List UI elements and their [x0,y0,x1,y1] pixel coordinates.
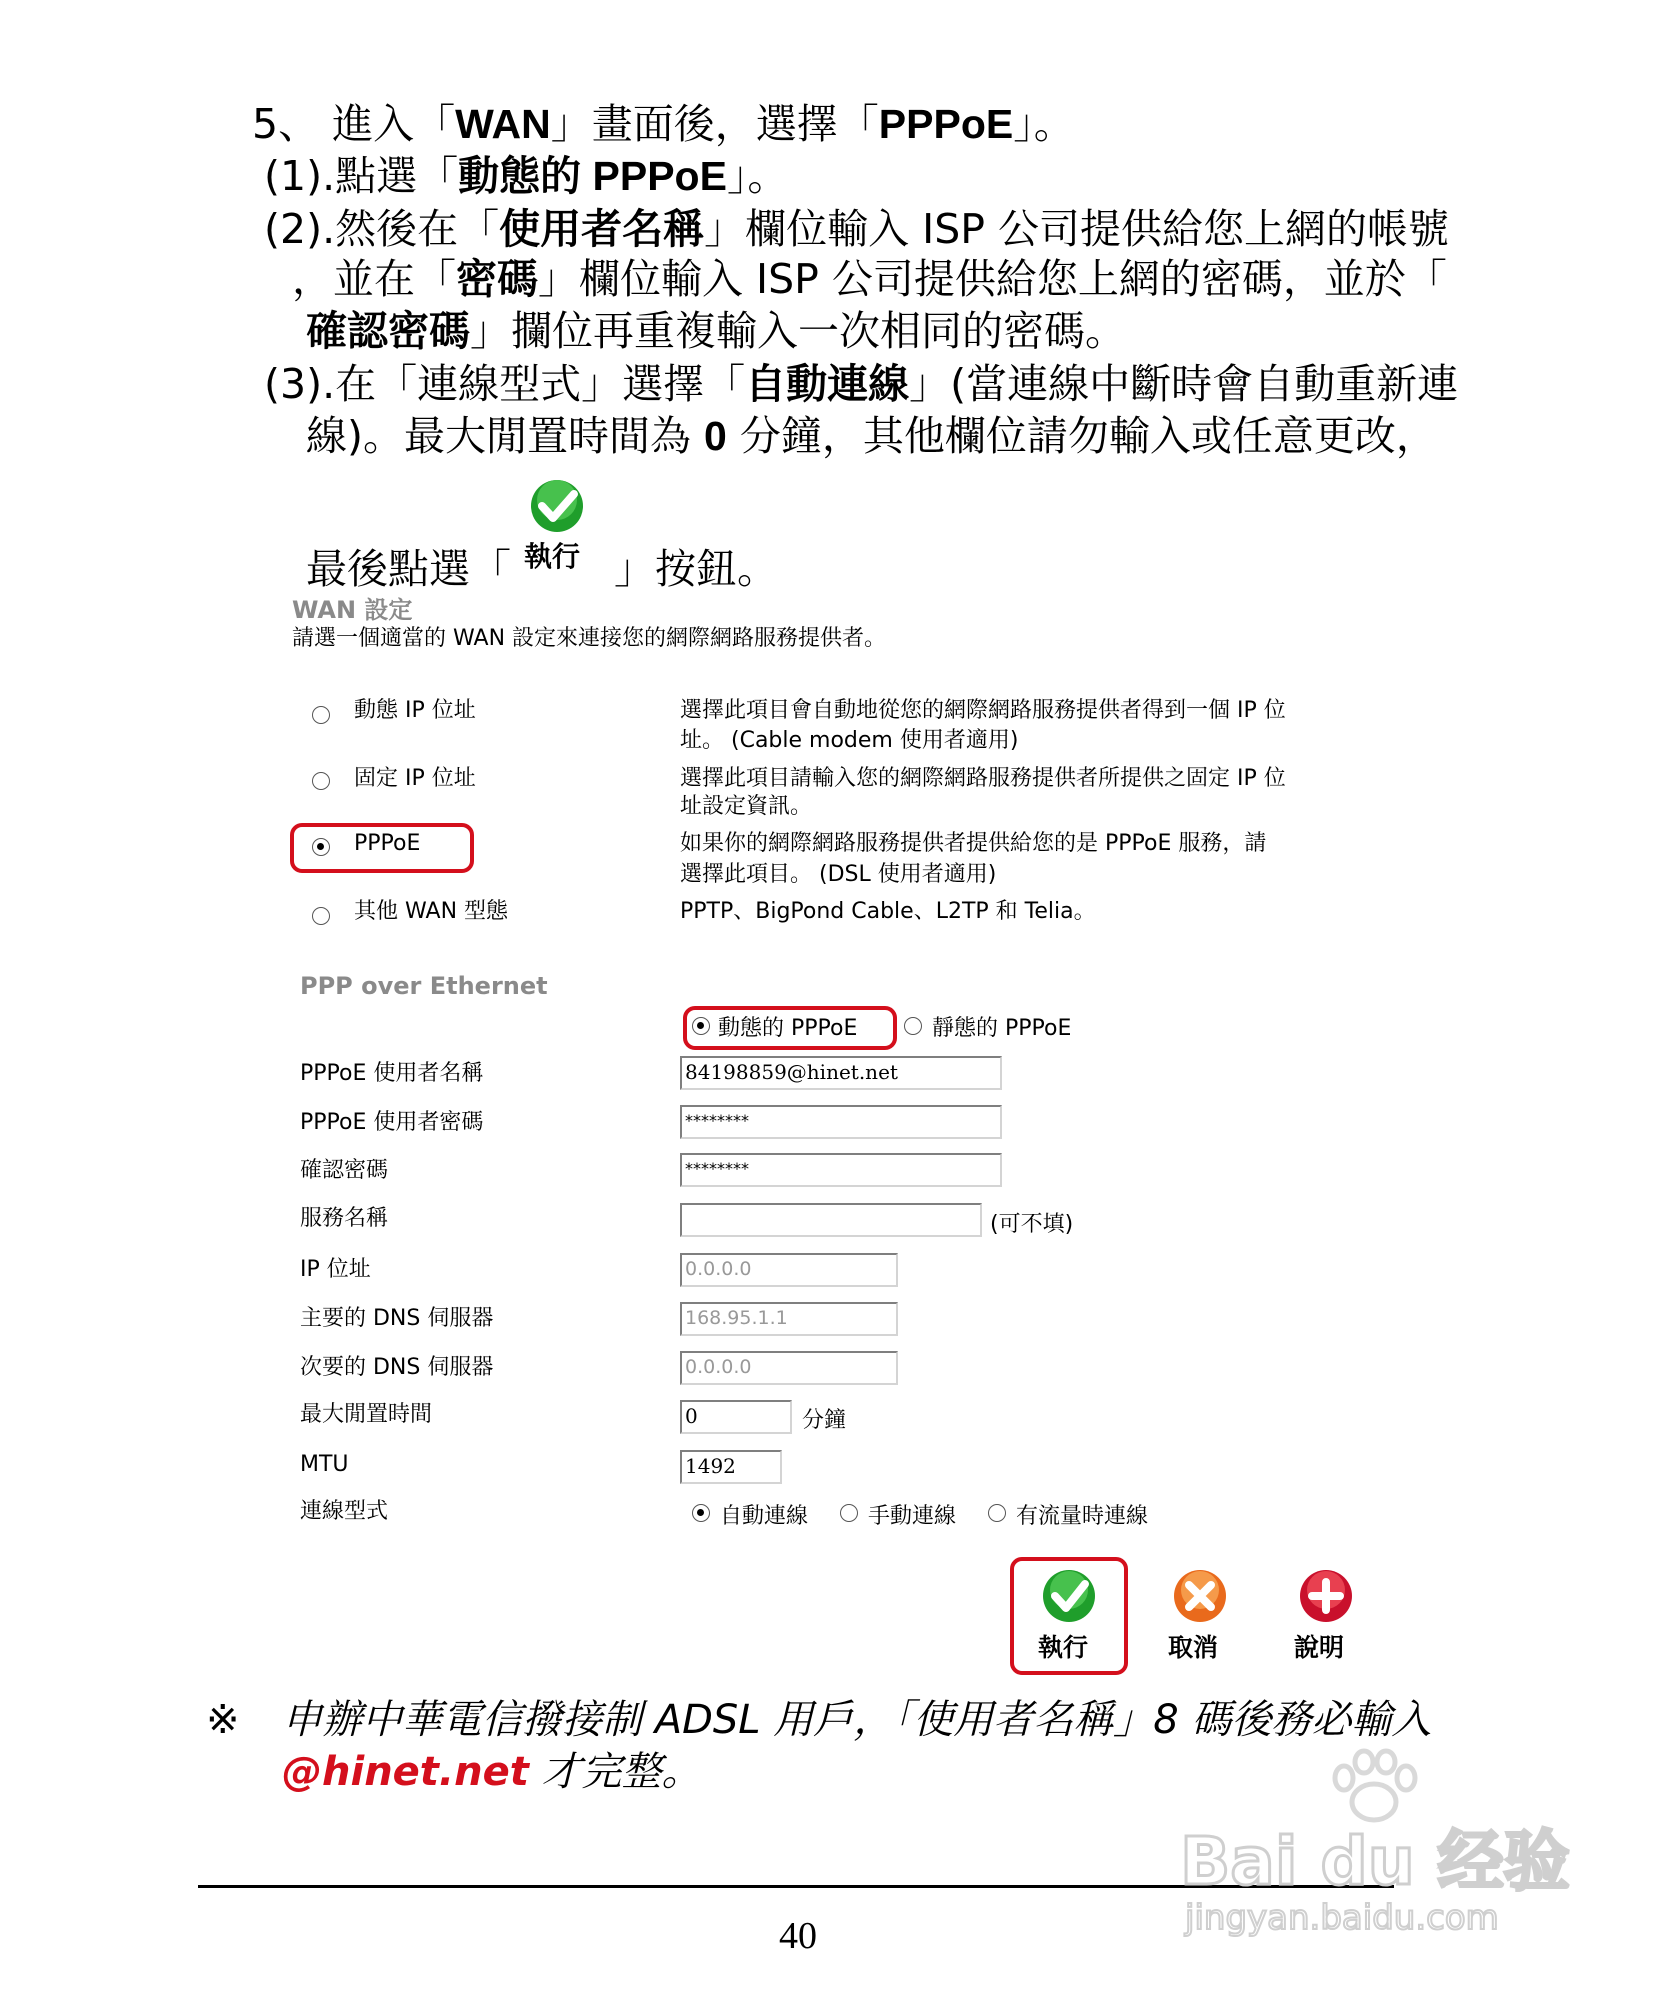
text: 5、 進入「 [252,100,456,148]
primary-dns-input[interactable]: 168.95.1.1 [680,1302,898,1336]
wan-subtitle: 請選一個適當的 WAN 設定來連接您的網際網路服務提供者。 [292,626,887,651]
conn-option-label: 自動連線 [720,1504,809,1529]
wan-radio-dynamic-ip[interactable] [312,706,330,724]
ppp-title: PPP over Ethernet [300,972,548,1000]
apply-check-icon [522,478,592,534]
label-service: 服務名稱 [300,1206,389,1231]
password-input[interactable]: ******** [680,1105,1002,1139]
step-2-line-2 [292,255,1447,303]
cancel-label: 取消 [1168,1633,1219,1662]
check-icon [1037,1568,1101,1624]
label-dns1: 主要的 DNS 伺服器 [300,1306,494,1331]
bold-text: 密碼 [456,256,538,302]
ip-input[interactable]: 0.0.0.0 [680,1253,898,1287]
text: 才完整。 [528,1749,702,1795]
label-idle: 最大閒置時間 [300,1402,433,1427]
note-line-2 [282,1746,702,1798]
secondary-dns-input[interactable]: 0.0.0.0 [680,1351,898,1385]
idle-time-input[interactable]: 0 [680,1400,792,1434]
cancel-button[interactable] [1150,1562,1250,1670]
service-name-input[interactable] [680,1203,982,1237]
text: 」。 [1013,100,1075,148]
text: (3).在「連線型式」選擇「 [264,360,746,408]
wan-title: WAN 設定 [292,596,413,624]
username-input[interactable]: 84198859@hinet.net [680,1056,1002,1090]
bold-text: 使用者名稱 [499,206,705,252]
service-hint: (可不填) [990,1212,1074,1237]
radio-dynamic-pppoe[interactable] [692,1017,710,1035]
label-ip: IP 位址 [300,1257,371,1282]
wan-option-desc: 如果你的網際網路服務提供者提供給您的是 PPPoE 服務，請 [680,831,1267,856]
wan-option-desc: 選擇此項目。 (DSL 使用者適用) [680,862,997,887]
text: 」畫面後，選擇「 [550,100,879,148]
idle-unit: 分鐘 [802,1408,847,1433]
wan-option-desc: 選擇此項目請輸入您的網際網路服務提供者所提供之固定 IP 位 [680,766,1286,791]
wan-option-label: 固定 IP 位址 [354,766,476,791]
text: 線)。最大閒置時間為 [306,412,705,460]
dynamic-pppoe-label: 動態的 PPPoE [718,1016,858,1041]
step-2-line-1 [264,205,1449,253]
label-mtu: MTU [300,1452,349,1477]
wan-option-label: 其他 WAN 型態 [354,899,509,924]
wan-option-label: 動態 IP 位址 [354,698,476,723]
conn-option-label: 有流量時連線 [1016,1504,1149,1529]
note-highlight: @hinet.net [282,1749,529,1795]
radio-auto-connect[interactable] [692,1504,710,1522]
help-plus-icon [1294,1568,1358,1624]
step-3-line-1 [264,360,1458,408]
step-3-line-3-suffix: 」按鈕。 [614,545,778,593]
wan-option-desc: PPTP、BigPond Cable、L2TP 和 Telia。 [680,899,1096,924]
radio-traffic-connect[interactable] [988,1504,1006,1522]
apply-button[interactable] [1016,1562,1122,1670]
label-dns2: 次要的 DNS 伺服器 [300,1355,494,1380]
bold-text: 自動連線 [745,361,910,407]
bold-text: 0 [704,413,727,459]
bold-wan: WAN [455,101,551,147]
step-2-line-3 [306,307,1126,355]
watermark-url: jingyan.baidu.com [1185,1898,1499,1938]
mtu-input[interactable]: 1492 [680,1450,782,1484]
bold-pppoe: PPPoE [878,101,1014,147]
bold-text: 確認密碼 [306,308,470,354]
page-number: 40 [779,1915,817,1957]
label-confirm: 確認密碼 [300,1158,389,1183]
wan-radio-other[interactable] [312,907,330,925]
apply-icon-label: 執行 [524,540,581,573]
wan-option-desc: 選擇此項目會自動地從您的網際網路服務提供者得到一個 IP 位 [680,698,1286,723]
text: (1).點選「 [264,152,459,200]
help-label: 說明 [1294,1633,1345,1662]
label-password: PPPoE 使用者密碼 [300,1110,484,1135]
note-mark: ※ [206,1697,240,1743]
note-line-1: 申辦中華電信撥接制 ADSL 用戶，「使用者名稱」8 碼後務必輸入 [282,1697,1432,1743]
text: (2).然後在「 [264,205,500,253]
wan-option-desc: 址設定資訊。 [680,794,813,819]
cancel-x-icon [1168,1568,1232,1624]
step-5-line [252,100,1075,148]
text: 」欄位輸入 ISP 公司提供給您上網的密碼，並於「 [538,255,1447,303]
text: 分鐘，其他欄位請勿輸入或任意更改， [726,412,1437,460]
step-3-line-2 [306,412,1437,460]
watermark-brand: Bai du 经验 [1180,1823,1570,1900]
wan-option-desc: 址。 (Cable modem 使用者適用) [680,728,1019,753]
wan-radio-static-ip[interactable] [312,772,330,790]
help-button[interactable] [1276,1562,1376,1670]
conn-option-label: 手動連線 [868,1504,957,1529]
step-1-line [264,152,788,200]
step-3-line-3-prefix: 最後點選「 [306,545,511,593]
text: 」攔位再重複輸入一次相同的密碼。 [470,307,1126,355]
bold-text: 動態的 PPPoE [458,153,727,199]
wan-option-label: PPPoE [354,831,421,856]
confirm-password-input[interactable]: ******** [680,1153,1002,1187]
text: 」欄位輸入 ISP 公司提供給您上網的帳號 [704,205,1450,253]
apply-label: 執行 [1038,1633,1089,1662]
text: 」(當連線中斷時會自動重新連 [909,360,1459,408]
static-pppoe-label: 靜態的 PPPoE [932,1016,1072,1041]
text: ，並在「 [292,255,456,303]
label-username: PPPoE 使用者名稱 [300,1061,484,1086]
text: 」。 [726,152,789,200]
label-conn: 連線型式 [300,1499,389,1524]
radio-manual-connect[interactable] [840,1504,858,1522]
radio-static-pppoe[interactable] [904,1017,922,1035]
wan-radio-pppoe[interactable] [312,838,330,856]
